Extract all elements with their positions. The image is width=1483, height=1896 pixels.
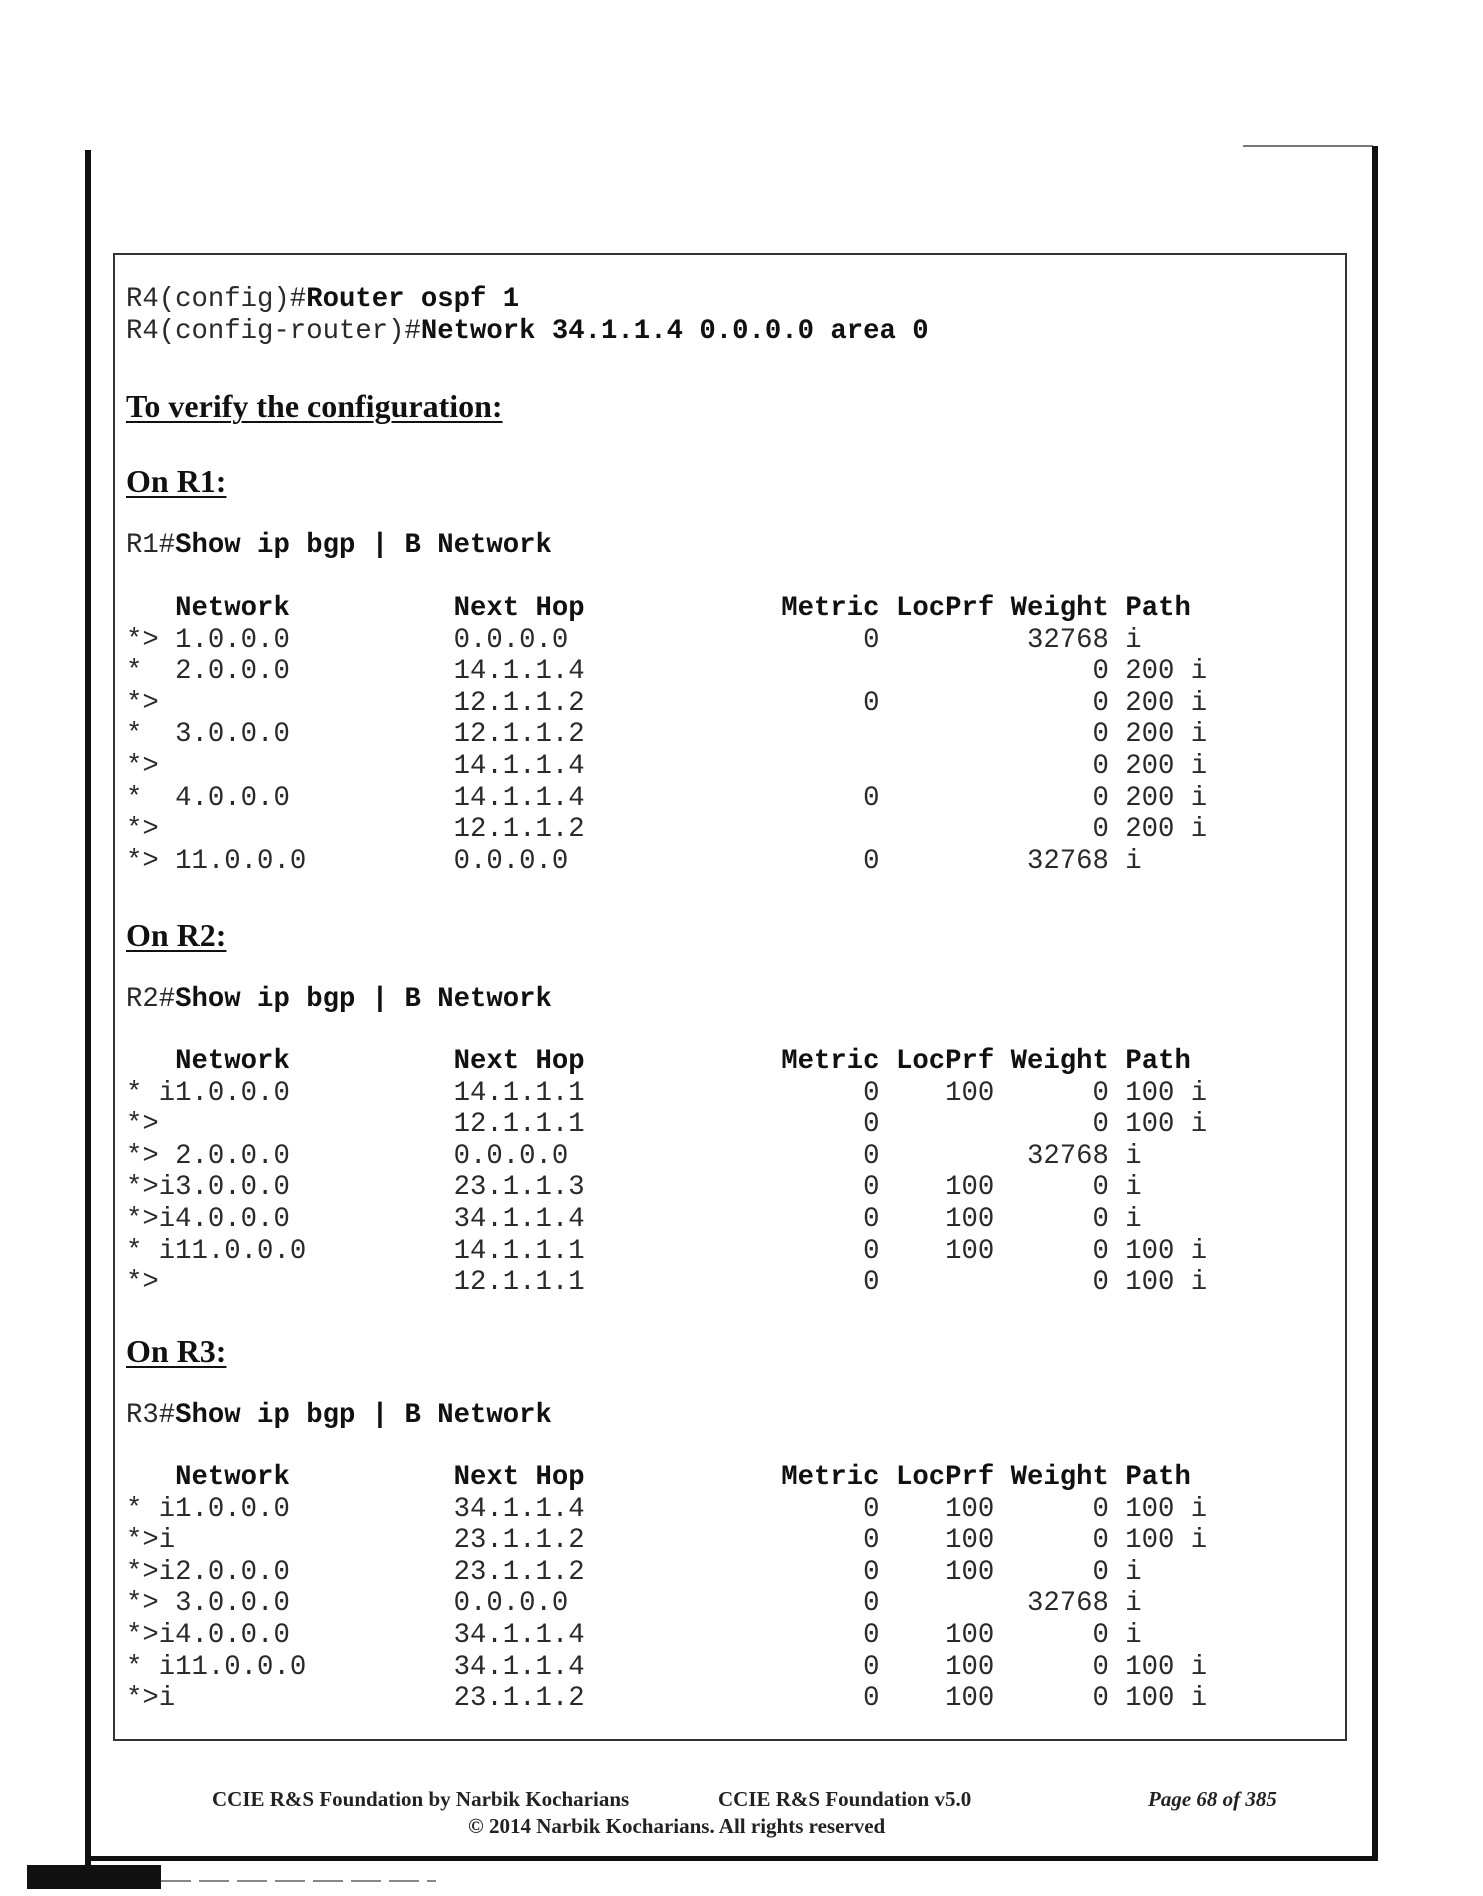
column-header-next-hop: Next Hop [453,1462,585,1493]
table-row [126,1267,1207,1299]
table-row [126,1141,1142,1173]
row-weight: 0 [994,1204,1109,1235]
row-network: 1.0.0.0 [175,624,454,656]
row-status: *>i [126,1556,176,1588]
router-heading-r2: On R2: [126,917,227,953]
router-heading-r3: On R3: [126,1333,227,1369]
row-next-hop: 12.1.1.1 [453,1109,782,1141]
row-weight: 32768 [994,1588,1109,1620]
row-metric: 0 [781,1140,880,1172]
table-header [126,1046,1191,1078]
row-next-hop: 0.0.0.0 [453,845,782,877]
row-network: 4.0.0.0 [175,782,454,814]
row-network: 11.0.0.0 [175,845,454,877]
table-row [126,625,1142,657]
row-path: 100 i [1108,1651,1208,1683]
row-status: *> [126,687,176,719]
row-network: 2.0.0.0 [175,656,454,688]
row-locprf: 100 [879,1204,995,1235]
table-row [126,1204,1142,1236]
column-header-weight: Weight [1010,593,1109,624]
footer-copyright: © 2014 Narbik Kocharians. All rights reserved [468,1814,886,1838]
table-row [126,1109,1207,1141]
scan-artifact-block [27,1865,161,1889]
row-path: i [1108,1588,1142,1620]
row-weight: 0 [994,1235,1109,1267]
column-header-path: Path [1125,593,1191,624]
row-path: 200 i [1108,782,1208,814]
row-next-hop: 34.1.1.4 [453,1493,782,1525]
row-path: 100 i [1108,1109,1208,1141]
footer-center: CCIE R&S Foundation v5.0 [718,1787,972,1811]
row-network: 1.0.0.0 [175,1493,454,1525]
column-header-path: Path [1125,1462,1191,1493]
row-status: *> [126,1588,176,1620]
row-status: * [126,782,176,814]
row-next-hop: 0.0.0.0 [453,1588,782,1620]
command-line-r3 [126,1400,552,1432]
row-status: *> [126,751,176,782]
table-row [126,1557,1142,1589]
table-row [126,1172,1142,1204]
row-locprf [880,751,995,782]
command-prompt: R2# [126,984,176,1015]
row-weight: 0 [994,1172,1109,1204]
row-status: * i [126,1235,176,1267]
table-header [126,1462,1191,1494]
row-weight: 32768 [994,845,1109,877]
table-row [126,1620,1142,1652]
row-weight: 0 [994,1493,1109,1525]
table-row [126,1078,1207,1110]
row-locprf [880,625,995,656]
row-metric [781,719,879,750]
row-status: * [126,656,176,688]
row-path: i [1108,845,1142,877]
row-path: i [1108,624,1142,656]
row-weight: 0 [994,1525,1109,1557]
row-network: 4.0.0.0 [175,1204,454,1235]
table-header [126,593,1191,625]
row-path: 100 i [1108,1235,1208,1267]
row-network: 4.0.0.0 [175,1620,454,1651]
row-status: *> [126,624,176,656]
footer-page-number: Page 68 of 385 [1148,1787,1277,1811]
command-text: Show ip bgp | B Network [175,984,552,1015]
row-next-hop: 12.1.1.2 [453,814,782,846]
table-row [126,814,1207,846]
row-weight: 0 [994,814,1109,846]
column-header-network: Network [175,1462,290,1493]
config-command: Router ospf 1 [306,284,520,315]
row-status: *> [126,1140,176,1172]
row-status: * [126,719,176,751]
row-next-hop: 34.1.1.4 [453,1204,782,1235]
row-locprf: 100 [879,1620,995,1651]
row-weight: 0 [994,1683,1109,1715]
row-network [175,688,453,719]
command-text: Show ip bgp | B Network [175,1400,552,1431]
row-status: *>i [126,1620,176,1651]
row-metric: 0 [781,1204,880,1235]
row-next-hop: 0.0.0.0 [453,624,782,656]
row-path: 200 i [1108,656,1208,688]
row-status: *>i [126,1204,176,1235]
row-weight: 0 [994,1109,1109,1141]
row-network [175,1683,453,1714]
row-locprf: 100 [879,1651,995,1683]
row-locprf [880,1109,995,1140]
row-weight: 32768 [994,1140,1109,1172]
table-row [126,1683,1207,1715]
column-header-locprf: LocPrf [895,1046,995,1077]
row-weight: 0 [994,1556,1109,1588]
row-metric: 0 [781,1651,880,1683]
row-weight: 0 [994,1077,1109,1109]
row-status: *> [126,1109,176,1141]
row-metric: 0 [781,1109,880,1141]
row-path: 100 i [1108,1077,1208,1109]
row-path: 100 i [1108,1525,1208,1557]
row-path: i [1108,1556,1142,1588]
row-metric: 0 [781,1556,880,1588]
config-prompt: R4(config)# [126,284,307,315]
row-metric: 0 [781,624,880,656]
row-status: *> [126,1267,176,1299]
row-weight: 0 [994,687,1109,719]
config-line-2 [126,316,929,348]
row-path: 200 i [1108,814,1208,846]
table-row [126,751,1207,783]
row-next-hop: 34.1.1.4 [453,1651,782,1683]
row-status: * i [126,1077,176,1109]
table-row [126,783,1207,815]
page-frame-left-border [85,150,91,1866]
command-line-r1 [126,530,552,562]
row-metric: 0 [781,782,880,814]
row-network: 3.0.0.0 [175,1588,454,1620]
row-path: 100 i [1108,1267,1208,1299]
row-next-hop: 23.1.1.2 [453,1683,782,1715]
column-header-metric: Metric [781,1046,880,1077]
column-header-metric: Metric [781,1462,880,1493]
row-locprf [880,656,995,687]
row-locprf: 100 [879,1525,995,1557]
row-network [175,814,453,845]
column-header-next-hop: Next Hop [453,1046,585,1077]
row-path: 100 i [1108,1493,1208,1525]
row-metric [781,751,879,782]
row-status: * i [126,1493,176,1525]
row-metric: 0 [781,1620,880,1651]
config-command: Network 34.1.1.4 0.0.0.0 area 0 [420,316,929,347]
row-network: 2.0.0.0 [175,1140,454,1172]
row-status: *>i [126,1683,176,1715]
table-row [126,846,1142,878]
table-row [126,1494,1207,1526]
table-row [126,656,1207,688]
row-next-hop: 14.1.1.4 [453,656,782,688]
row-next-hop: 0.0.0.0 [453,1140,782,1172]
page-frame-bottom-border [85,1856,1378,1861]
row-status: *> [126,814,176,846]
row-next-hop: 14.1.1.1 [453,1235,782,1267]
row-status: * i [126,1651,176,1683]
row-next-hop: 12.1.1.1 [453,1267,782,1299]
row-weight: 0 [994,782,1109,814]
row-metric: 0 [781,687,880,719]
row-metric: 0 [781,1077,880,1109]
column-header-next-hop: Next Hop [453,593,585,624]
row-network: 1.0.0.0 [175,1077,454,1109]
row-path: 200 i [1108,719,1208,751]
column-header-locprf: LocPrf [895,593,995,624]
row-metric: 0 [781,1172,880,1204]
row-locprf: 100 [879,1556,995,1588]
row-metric: 0 [781,1683,880,1715]
row-locprf: 100 [879,1235,995,1267]
row-network [175,1525,453,1556]
row-next-hop: 12.1.1.2 [453,719,782,751]
footer-left: CCIE R&S Foundation by Narbik Kocharians [212,1787,630,1811]
row-weight: 0 [994,1620,1109,1651]
row-network: 11.0.0.0 [175,1651,454,1683]
table-row [126,1236,1207,1268]
row-network: 2.0.0.0 [175,1556,454,1588]
config-line-1 [126,284,519,316]
row-metric: 0 [781,1588,880,1620]
table-row [126,1652,1207,1684]
row-next-hop: 34.1.1.4 [453,1620,782,1651]
row-status: *> [126,845,176,877]
config-prompt: R4(config-router)# [126,316,421,347]
column-header-weight: Weight [1010,1046,1109,1077]
row-weight: 32768 [994,624,1109,656]
row-next-hop: 23.1.1.2 [453,1556,782,1588]
row-locprf [880,846,995,877]
row-weight: 0 [994,1267,1109,1299]
row-status: *>i [126,1525,176,1557]
row-metric: 0 [781,1525,880,1557]
row-locprf [880,783,995,814]
row-locprf: 100 [879,1077,995,1109]
row-locprf: 100 [879,1683,995,1715]
row-network [175,1267,453,1298]
row-path: i [1108,1140,1142,1172]
page-frame-right-border [1372,146,1378,1858]
row-next-hop: 23.1.1.3 [453,1172,782,1204]
command-line-r2 [126,984,552,1016]
table-row [126,1525,1207,1557]
table-row [126,688,1207,720]
row-status: *>i [126,1172,176,1204]
row-network: 3.0.0.0 [175,719,454,751]
row-network [175,1109,453,1140]
row-path: 200 i [1108,751,1208,782]
column-header-weight: Weight [1010,1462,1109,1493]
row-metric: 0 [781,1235,880,1267]
row-locprf: 100 [879,1172,995,1204]
row-locprf [880,688,995,719]
router-heading-r1: On R1: [126,463,227,499]
table-row [126,719,1207,751]
row-weight: 0 [994,719,1109,751]
row-metric [781,656,879,687]
row-network [175,751,453,782]
row-weight: 0 [994,1651,1109,1683]
row-path: 200 i [1108,687,1208,719]
row-weight: 0 [994,656,1109,688]
column-header-metric: Metric [781,593,880,624]
column-header-network: Network [175,593,290,624]
row-locprf [880,719,995,750]
row-network: 3.0.0.0 [175,1172,454,1204]
row-metric [781,814,879,845]
row-locprf [880,1141,995,1172]
row-locprf [880,1588,995,1619]
row-locprf: 100 [879,1493,995,1525]
column-header-path: Path [1125,1046,1191,1077]
command-prompt: R3# [126,1400,176,1431]
table-row [126,1588,1142,1620]
page-frame-top-edge [1243,145,1373,147]
row-next-hop: 14.1.1.4 [453,782,782,814]
row-path: i [1108,1172,1142,1204]
row-next-hop: 14.1.1.4 [453,751,782,782]
row-path: i [1108,1620,1142,1651]
verify-heading: To verify the configuration: [126,388,503,424]
row-locprf [880,814,995,845]
command-prompt: R1# [126,530,176,561]
row-metric: 0 [781,1267,880,1299]
row-next-hop: 12.1.1.2 [453,687,782,719]
scan-artifact-line [161,1880,436,1882]
row-metric: 0 [781,1493,880,1525]
row-metric: 0 [781,845,880,877]
command-text: Show ip bgp | B Network [175,530,552,561]
column-header-network: Network [175,1046,290,1077]
row-path: i [1108,1204,1142,1235]
row-path: 100 i [1108,1683,1208,1715]
row-locprf [880,1267,995,1298]
column-header-locprf: LocPrf [895,1462,995,1493]
row-network: 11.0.0.0 [175,1235,454,1267]
row-weight: 0 [994,751,1109,782]
row-next-hop: 23.1.1.2 [453,1525,782,1557]
row-next-hop: 14.1.1.1 [453,1077,782,1109]
